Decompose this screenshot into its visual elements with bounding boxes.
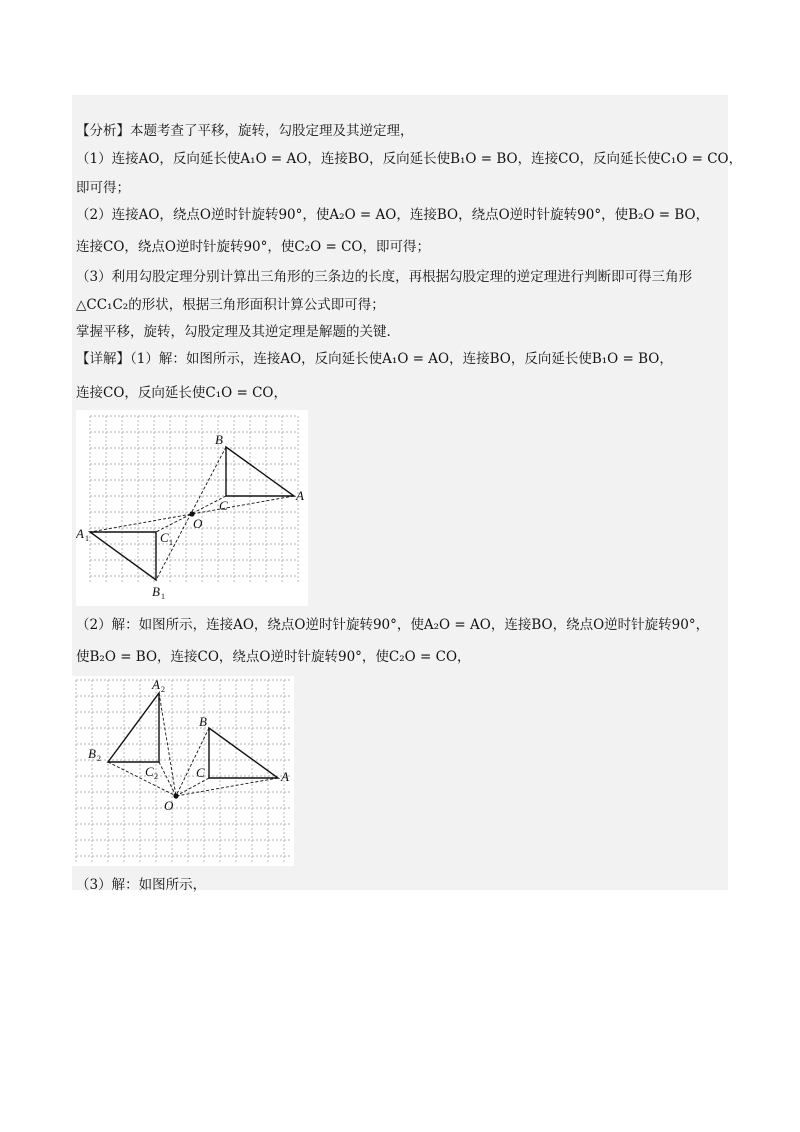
detail-step-2: （2）解：如图所示，连接AO，绕点O逆时针旋转90°，使A₂O = AO，连接BO，绕点O逆时针旋转90°， (76, 617, 710, 633)
detail-step-1: 【详解】（1）解：如图所示，连接AO，反向延长使A₁O = AO，连接BO，反向延长使B₁O = BO， (76, 351, 673, 367)
analysis-step-1: （1）连接AO，反向延长使A₁O = AO，连接BO，反向延长使B₁O = BO，连接CO，反向延长使C₁O = CO， (76, 151, 743, 167)
label-b1: B (152, 584, 160, 599)
figure-1-gridlines (90, 416, 298, 582)
figure-1-grid (76, 410, 308, 606)
detail-step-1-cont: 连接CO，反向延长使C₁O = CO， (76, 385, 287, 401)
segment-a-o-2 (176, 778, 278, 796)
analysis-step-1-cont: 即可得； (76, 180, 130, 196)
segment-a2-o (159, 693, 176, 796)
detail-step-3: （3）解：如图所示， (76, 877, 207, 893)
analysis-step-3-cont: △CC₁C₂的形状，根据三角形面积计算公式即可得； (76, 297, 385, 313)
analysis-step-2-cont: 连接CO，绕点O逆时针旋转90°，使C₂O = CO，即可得； (76, 239, 430, 255)
label-b2: B (88, 746, 96, 761)
label-o: O (193, 516, 203, 531)
label-a: A (296, 488, 304, 503)
label-a2: A (152, 677, 160, 692)
label-b1-sub: 1 (161, 592, 165, 601)
analysis-heading-line: 【分析】本题考查了平移，旋转，勾股定理及其逆定理， (76, 123, 414, 139)
figure-2-gridlines (76, 680, 290, 862)
label-a1-sub: 1 (85, 534, 89, 543)
label-c1-sub: 1 (169, 538, 173, 547)
label-a2-sub: 2 (161, 685, 165, 694)
triangle-a2b2c2 (108, 693, 159, 762)
analysis-step-3: （3）利用勾股定理分别计算出三角形的三条边的长度，再根据勾股定理的逆定理进行判断即可得三角形 (76, 269, 693, 285)
triangle-a1b1c1 (90, 532, 156, 580)
label-c-2: C (196, 765, 205, 780)
label-c2: C (145, 764, 154, 779)
label-b2-sub: 2 (97, 754, 101, 763)
label-a-2: A (281, 769, 289, 784)
label-b: B (215, 432, 223, 447)
segment-b2-o (108, 762, 176, 796)
label-c2-sub: 2 (154, 772, 158, 781)
analysis-summary: 掌握平移，旋转，勾股定理及其逆定理是解题的关键. (76, 324, 391, 340)
label-b-2: B (199, 714, 207, 729)
analysis-step-2: （2）连接AO，绕点O逆时针旋转90°，使A₂O = AO，连接BO，绕点O逆时针旋转90°，使B₂O = BO， (76, 207, 710, 223)
figure-2-grid (72, 676, 294, 866)
triangle-abc (226, 447, 294, 496)
label-o-2: O (164, 798, 174, 813)
label-c1: C (160, 530, 169, 545)
detail-step-2-cont: 使B₂O = BO，连接CO，绕点O逆时针旋转90°，使C₂O = CO， (76, 649, 471, 665)
label-c: C (219, 498, 228, 513)
label-a1: A (76, 526, 84, 541)
point-o-2 (173, 793, 178, 798)
